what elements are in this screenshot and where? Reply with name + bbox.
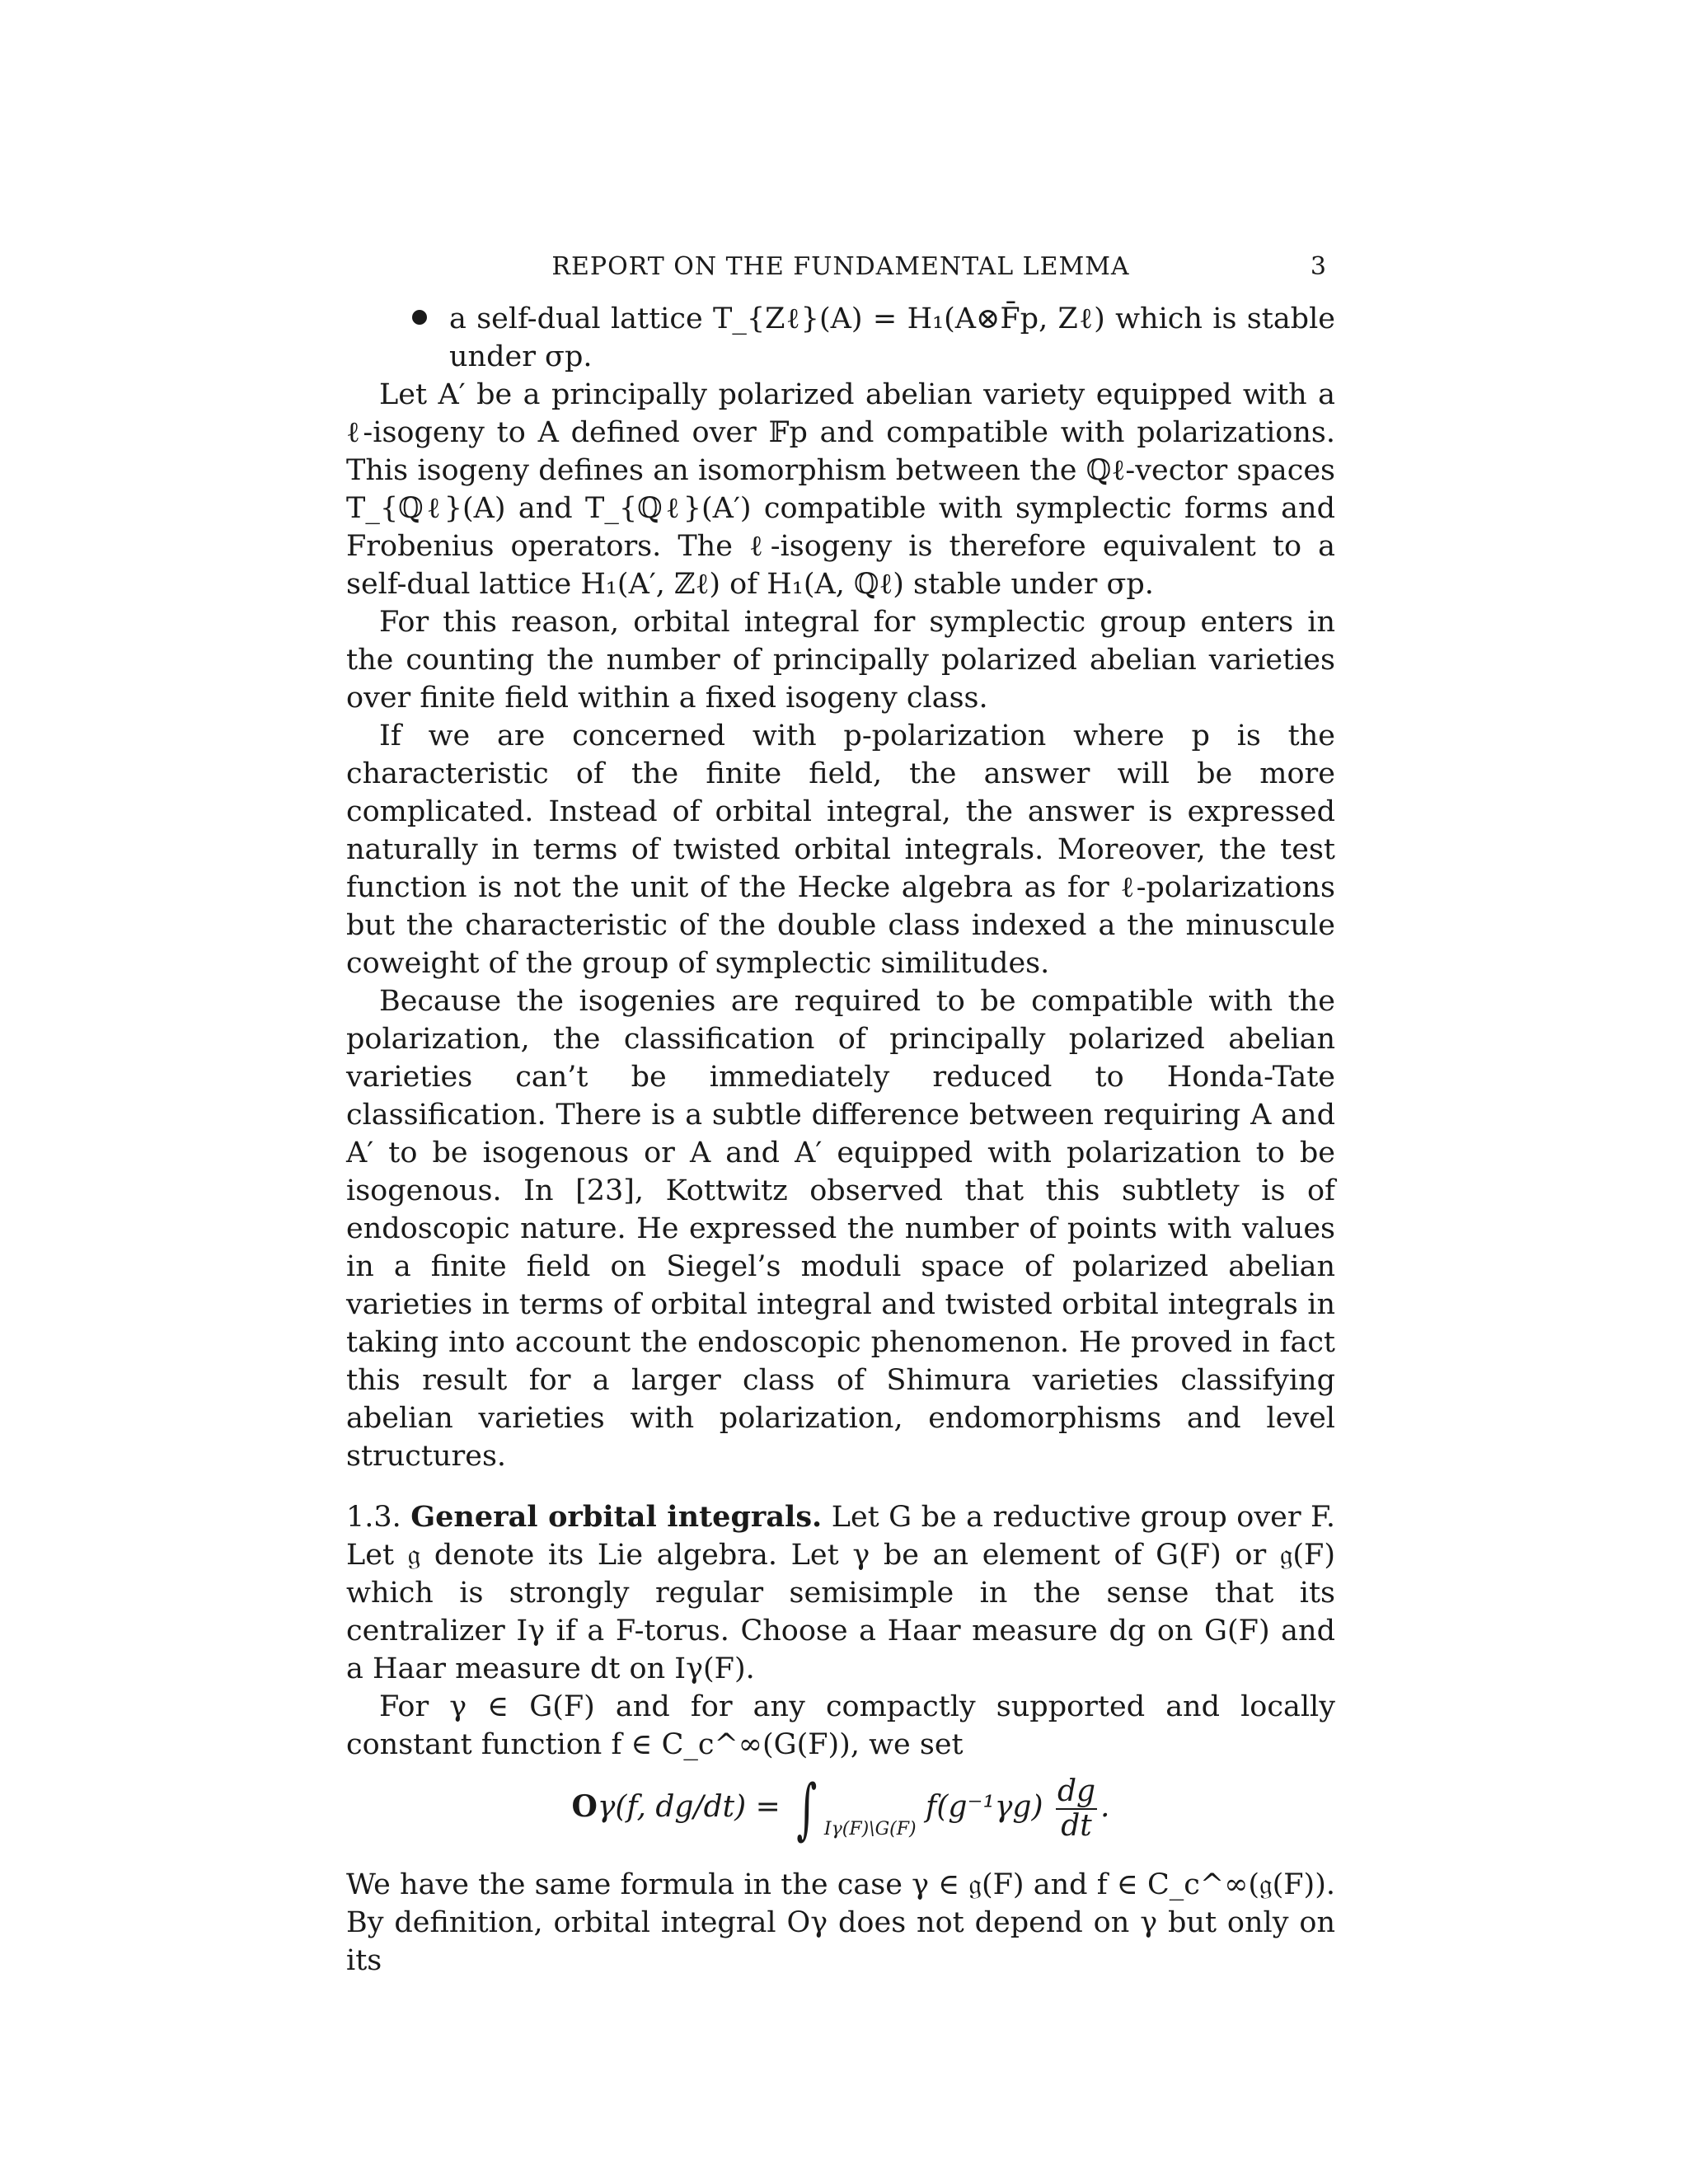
bullet-item <box>346 300 1335 376</box>
paragraph: Let A′ be a principally polarized abelian variety equipped with a ℓ-isogeny to A defined over 𝔽p and compatible with polarizations. This isogeny defines an isomorphism between the ℚℓ-vector spaces T_{ℚℓ}(A) and T_{ℚℓ}(A′) compatible with symplectic forms and Frobenius operators. The ℓ-isogeny is therefore equivalent to a self-dual lattice H₁(A′, ℤℓ) of H₁(A, ℚℓ) stable under σp. <box>346 378 1335 601</box>
section-1-3 <box>346 1498 1335 1980</box>
paragraph: For this reason, orbital integral for symplectic group enters in the counting the number of principally polarized abelian varieties over finite field within a fixed isogeny class. <box>346 606 1335 715</box>
fraction-numerator: dg <box>1057 1774 1096 1808</box>
page-number: 3 <box>1310 252 1327 281</box>
section-number: 1.3. <box>346 1501 401 1534</box>
document-page <box>346 247 1335 1977</box>
equation-operator: O <box>571 1789 598 1824</box>
fraction-denominator: dt <box>1061 1809 1092 1843</box>
section-intro-text: Let G be a reductive group over F. Let 𝔤 denote its Lie algebra. Let γ be an element of G(F) or 𝔤(F) which is strongly regular semisimple in the sense that its centralizer Iγ if a F-torus. Choose a Haar measure dg on G(F) and a Haar measure dt on Iγ(F). <box>346 1501 1335 1685</box>
integral-sign-icon: ∫ <box>796 1770 818 1847</box>
section-intro-paragraph <box>346 1498 1335 1688</box>
paragraph: For γ ∈ G(F) and for any compactly supported and locally constant function f ∈ C_c^∞(G(F)), we set <box>346 1690 1335 1761</box>
equation-integrand: f(g⁻¹γg) <box>926 1790 1043 1824</box>
equation-trailing: . <box>1100 1790 1110 1824</box>
bullet-dot-icon <box>412 310 427 325</box>
running-header <box>346 247 1335 297</box>
body-text <box>346 300 1335 1980</box>
running-title: REPORT ON THE FUNDAMENTAL LEMMA <box>551 252 1130 281</box>
measure-fraction <box>1056 1775 1097 1843</box>
orbital-integral-equation <box>346 1770 1335 1854</box>
paragraph: Because the isogenies are required to be compatible with the polarization, the classification of principally polarized abelian varieties can’t be immediately reduced to Honda-Tate classification. There is a subtle difference between requiring A and A′ to be isogenous or A and A′ equipped with polarization to be isogenous. In [23], Kottwitz observed that this subtlety is of endoscopic nature. He expressed the number of points with values in a finite field on Siegel’s moduli space of polarized abelian varieties in terms of orbital integral and twisted orbital integrals in taking into account the endoscopic phenomenon. He proved in fact this result for a larger class of Shimura varieties classifying abelian varieties with polarization, endomorphisms and level structures. <box>346 985 1335 1473</box>
paragraph: If we are concerned with p-polarization where p is the characteristic of the finite field, the answer will be more complicated. Instead of orbital integral, the answer is expressed naturally in terms of twisted orbital integrals. Moreover, the test function is not the unit of the Hecke algebra as for ℓ-polarizations but the characteristic of the double class indexed a the minuscule coweight of the group of symplectic similitudes. <box>346 719 1335 980</box>
integral-domain: Iγ(F)\G(F) <box>823 1819 917 1840</box>
bullet-text: a self-dual lattice T_{Zℓ}(A) = H₁(A⊗F̄p, Zℓ) which is stable under σp. <box>449 302 1335 373</box>
section-title: General orbital integrals. <box>410 1500 823 1534</box>
equation-lhs: γ(f, dg/dt) = <box>597 1790 781 1824</box>
paragraph: We have the same formula in the case γ ∈ 𝔤(F) and f ∈ C_c^∞(𝔤(F)). By definition, orbital integral Oγ does not depend on γ but only on its <box>346 1868 1335 1977</box>
